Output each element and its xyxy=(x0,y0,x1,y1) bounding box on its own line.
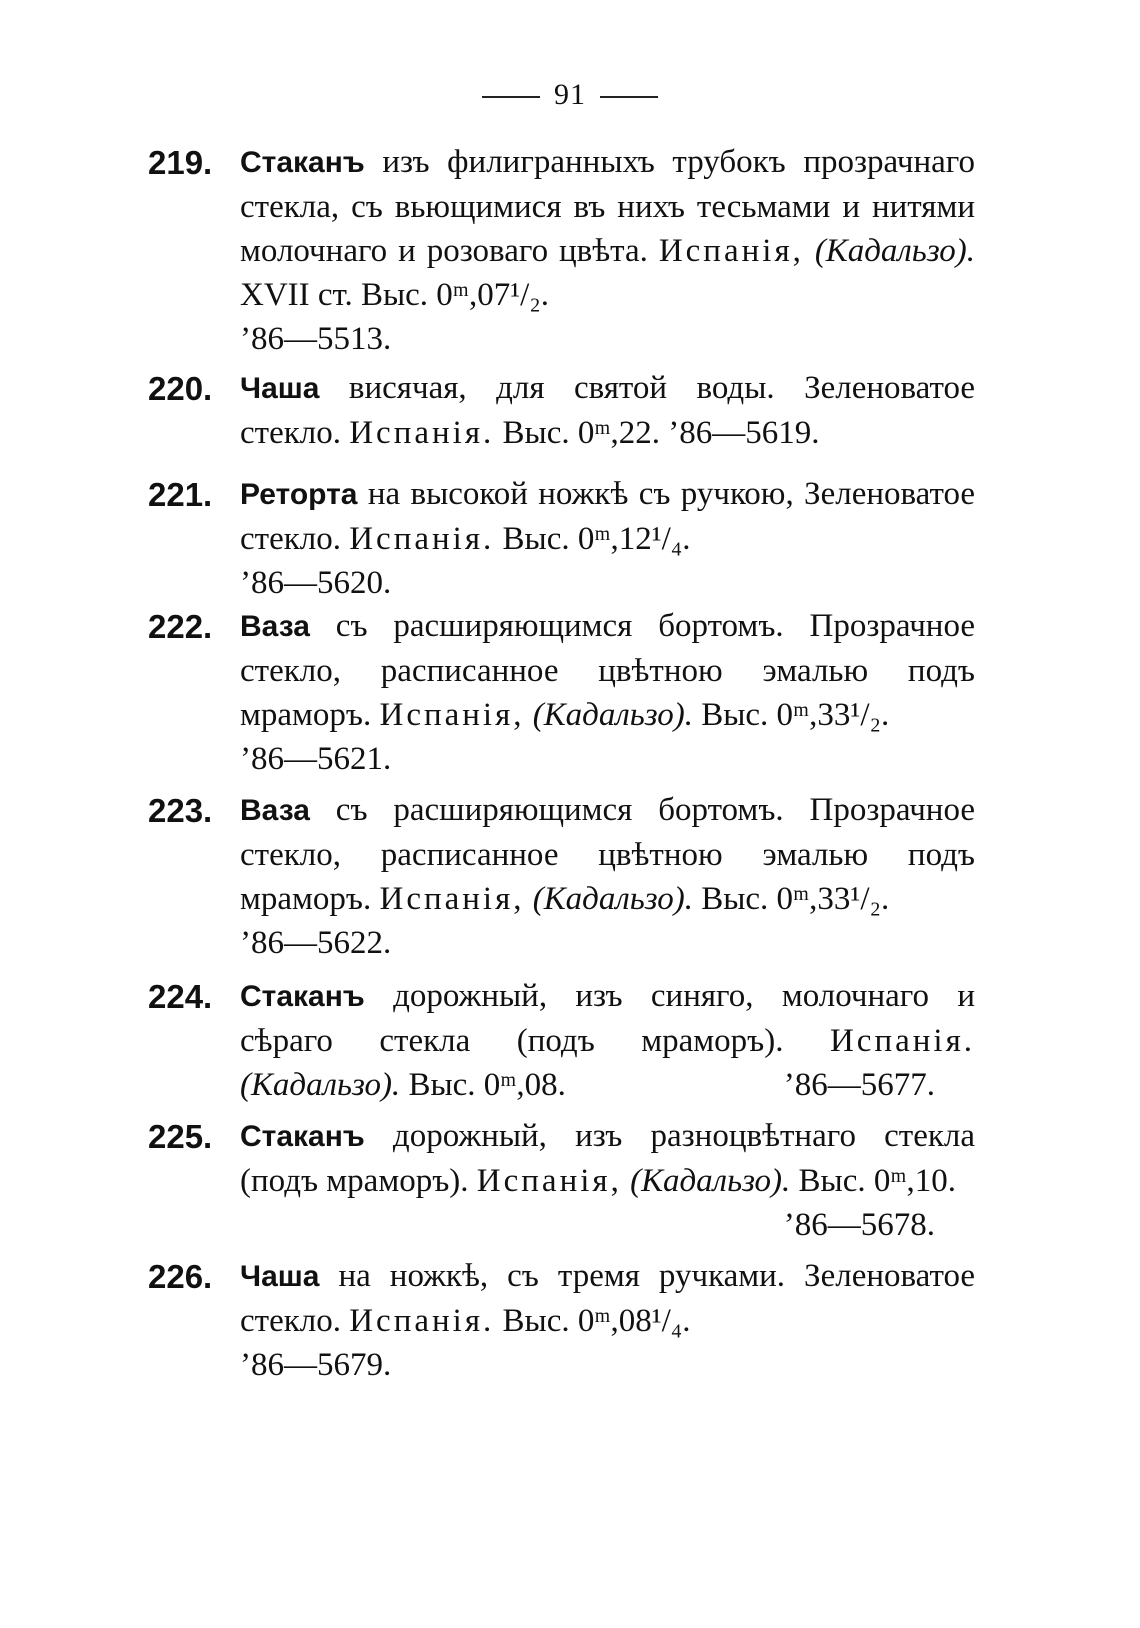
entry-origin: Испанія, xyxy=(379,697,525,733)
entry-term: Ваза xyxy=(240,794,310,827)
entry-number: 225. xyxy=(148,1118,213,1155)
page-header xyxy=(0,78,1140,112)
entry-place: (Кадальзо). xyxy=(532,697,693,733)
entry-number: 224. xyxy=(148,978,213,1015)
page-number: 91 xyxy=(554,78,586,111)
catalog-entry-220 xyxy=(148,366,976,455)
entry-description: изъ филигранныхъ трубокъ прозрачнаго стекла, съ вьющимися въ нихъ тесьмами и нитями молочнаго и розоваго цвѣта. xyxy=(240,144,975,269)
entry-text xyxy=(240,1114,975,1243)
entry-term: Стаканъ xyxy=(240,980,365,1013)
entry-place: (Кадальзо). xyxy=(630,1163,791,1199)
entry-text xyxy=(240,366,975,455)
entry-origin: Испанія. xyxy=(349,415,495,451)
catalog-entry-224 xyxy=(148,974,976,1107)
catalog-entry-219 xyxy=(148,140,975,361)
entry-inventory-ref: ’86—5678. xyxy=(783,1207,935,1243)
entry-origin: Испанія. xyxy=(349,1303,495,1339)
entry-text xyxy=(240,1254,975,1387)
entry-number: 223. xyxy=(148,792,213,829)
header-rule-right xyxy=(600,96,658,98)
entry-place: (Кадальзо). xyxy=(532,881,693,917)
entry-description: дорожный, изъ разноцвѣтнаго стекла (подъ мраморъ). xyxy=(240,1118,975,1199)
header-rule-left xyxy=(482,96,540,98)
catalog-entry-222 xyxy=(148,604,975,781)
entry-text xyxy=(240,788,975,965)
entry-origin: Испанія. xyxy=(829,1023,976,1059)
entry-dimensions: Выс. 0ᵐ,33¹/₂. xyxy=(701,881,890,917)
entry-description: на ножкѣ, съ тремя ручками. Зеленоватое стекло. xyxy=(240,1258,975,1339)
entry-inventory-ref: ’86—5677. xyxy=(783,1067,935,1103)
entry-dimensions: Выс. 0ᵐ,33¹/₂. xyxy=(701,697,890,733)
entry-term: Реторта xyxy=(240,478,358,511)
entry-dimensions: Выс. 0ᵐ,12¹/₄. xyxy=(502,521,691,557)
entry-number: 226. xyxy=(148,1258,213,1295)
catalog-entry-223 xyxy=(148,788,975,965)
entry-term: Чаша xyxy=(240,1260,320,1293)
entry-description: на высокой ножкѣ съ ручкою, Зеленоватое стекло. xyxy=(240,476,975,557)
entry-term: Стаканъ xyxy=(240,146,365,179)
entry-dimensions: Выс. 0ᵐ,08. xyxy=(408,1067,566,1103)
entry-description: съ расширяющимся бортомъ. Прозрачное стекло, расписанное цвѣтною эмалью подъ мраморъ. xyxy=(240,792,975,917)
entry-inventory-ref: ’86—5619. xyxy=(668,415,820,451)
entry-text xyxy=(240,472,975,605)
entry-dimensions: Выс. 0ᵐ,08¹/₄. xyxy=(502,1303,691,1339)
entry-term: Стаканъ xyxy=(240,1120,365,1153)
entry-inventory-ref: ’86—5679. xyxy=(240,1347,392,1383)
entry-dimensions: Выс. 0ᵐ,10. xyxy=(798,1163,956,1199)
entry-description: дорожный, изъ синяго, молочнаго и сѣраго стекла (подъ мраморъ). xyxy=(240,978,976,1059)
entry-origin: Испанія. xyxy=(349,521,495,557)
entry-term: Чаша xyxy=(240,372,320,405)
catalog-entry-221 xyxy=(148,472,975,605)
entry-dimensions: XVII ст. Выс. 0ᵐ,07¹/₂. xyxy=(240,277,550,313)
entry-origin: Испанія, xyxy=(476,1163,622,1199)
catalog-entry-226 xyxy=(148,1254,975,1387)
entry-inventory-ref: ’86—5513. xyxy=(240,321,392,357)
entry-text xyxy=(240,140,975,361)
entry-number: 222. xyxy=(148,608,213,645)
entry-text xyxy=(240,974,975,1107)
entry-inventory-ref: ’86—5622. xyxy=(240,925,392,961)
entry-number: 219. xyxy=(148,144,213,181)
entry-term: Ваза xyxy=(240,610,310,643)
entry-place: (Кадальзо). xyxy=(814,233,975,269)
catalog-entry-225 xyxy=(148,1114,975,1247)
entry-place: (Кадальзо). xyxy=(240,1067,401,1103)
entry-description: съ расширяющимся бортомъ. Прозрачное стекло, расписанное цвѣтною эмалью подъ мраморъ. xyxy=(240,608,975,733)
entry-origin: Испанія, xyxy=(658,233,804,269)
entry-number: 221. xyxy=(148,476,213,513)
entry-number: 220. xyxy=(148,370,213,407)
entry-inventory-ref: ’86—5620. xyxy=(240,565,392,601)
entry-description: висячая, для святой воды. Зеленоватое стекло. xyxy=(240,370,976,451)
entry-origin: Испанія, xyxy=(379,881,525,917)
entry-text xyxy=(240,604,975,781)
entry-inventory-ref: ’86—5621. xyxy=(240,741,392,777)
entry-dimensions: Выс. 0ᵐ,22. xyxy=(502,415,660,451)
